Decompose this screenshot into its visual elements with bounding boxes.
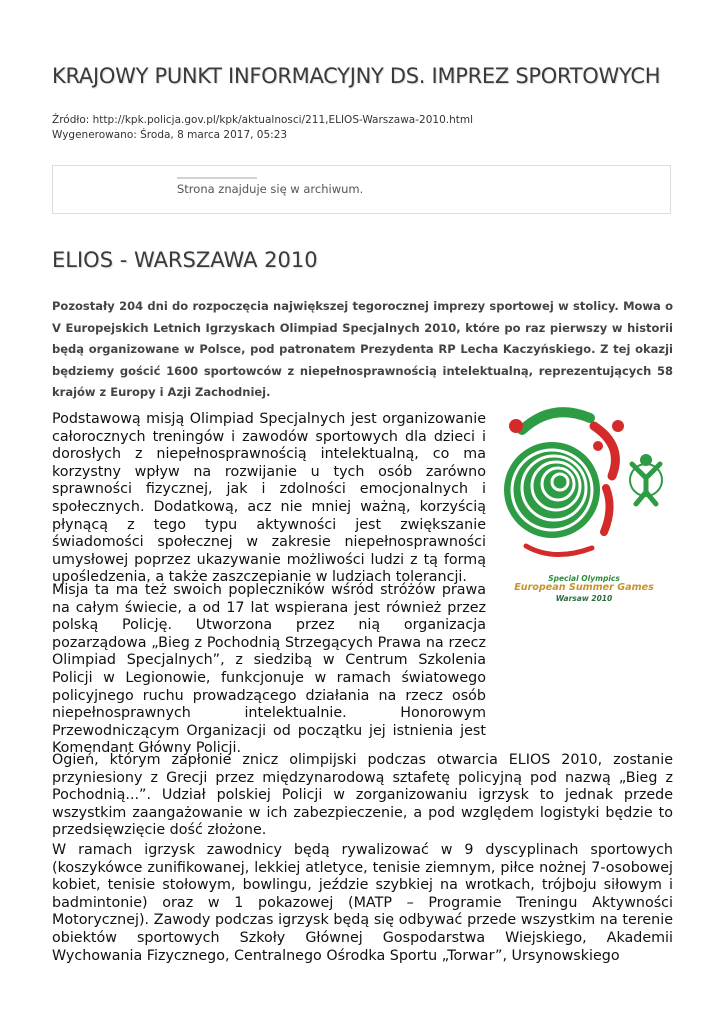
article-title: ELIOS - WARSZAWA 2010 (52, 248, 318, 272)
notice-divider (177, 177, 257, 179)
logo-red-arc (594, 426, 615, 476)
logo-caption-special-olympics: Special Olympics (548, 574, 620, 583)
document-meta (52, 113, 473, 143)
site-title: KRAJOWY PUNKT INFORMACYJNY DS. IMPREZ SPORTOWYCH (52, 64, 661, 88)
elios-logo (494, 396, 674, 608)
article-paragraph: Ogień, którym zapłonie znicz olimpijski podczas otwarcia ELIOS 2010, zostanie przyniesiony z Grecji przez międzynarodową sztafetę policyjną pod nazwą „Bieg z Pochodnią...”. Udział polskiej Policji w zorganizowaniu igrzysk to jednak przede wszystkim zaangażowanie w ich zabezpieczenie, a pod względem logistyki będzie to przedsięwzięcie dość złożone. (52, 752, 673, 839)
archive-notice-text: Strona znajduje się w archiwum. (177, 182, 364, 196)
archive-notice (52, 165, 671, 214)
logo-green-arc (522, 412, 590, 430)
logo-caption-city: Warsaw 2010 (555, 594, 613, 603)
article-paragraph: W ramach igrzysk zawodnicy będą rywalizować w 9 dyscyplinach sportowych (koszykówce zunifikowanej, lekkiej atletyce, tenisie ziemnym, piłce nożnej 7-osobowej kobiet, tenisie stołowym, bowlingu, jeździe szybkiej na wrotkach, trójboju siłowym i badmintonie) oraz w 1 pokazowej (MATP – Programie Treningu Aktywności Motorycznej). Zawody podczas igrzysk będą się odbywać przede wszystkim na terenie obiektów sportowych Szkoły Głównej Gospodarstwa Wiejskiego, Akademii Wychowania Fizycznego, Centralnego Ośrodka Sportu „Torwar”, Ursynowskiego (52, 842, 673, 964)
special-olympics-logo-graphic (494, 396, 674, 572)
article-lead: Pozostały 204 dni do rozpoczęcia największej tegorocznej imprezy sportowej w stolicy. Mowa o V Europejskich Letnich Igrzyskach Olimpiad Specjalnych 2010, które po raz pierwszy w historii będą organizowane w Polsce, pod patronatem Prezydenta RP Lecha Kaczyńskiego. Z tej okazji będziemy gościć 1600 sportowców z niepełnosprawnością intelektualną, reprezentujących 58 krajów z Europy i Azji Zachodniej. (52, 299, 673, 399)
article-paragraph: Misja ta ma też swoich popleczników wśród stróżów prawa na całym świecie, a od 17 lat wspierana jest również przez polską Policję. Utworzona przez nią organizacja pozarządowa „Bieg z Pochodnią Strzegących Prawa na rzecz Olimpiad Specjalnych”, z siedzibą w Centrum Szkolenia Policji w Legionowie, funkcjonuje w ramach światowego policyjnego ruchu prowadzącego działania na rzecz osób niepełnosprawnych intelektualnie. Honorowym Przewodniczącym Organizacji od początku jej istnienia jest Komendant Główny Policji. (52, 582, 486, 757)
logo-caption-games: European Summer Games (514, 582, 654, 593)
generated-date: Wygenerowano: Środa, 8 marca 2017, 05:23 (52, 129, 288, 141)
source-url[interactable]: Źródło: http://kpk.policja.gov.pl/kpk/aktualnosci/211,ELIOS-Warszawa-2010.html (52, 114, 474, 126)
logo-red-dot (509, 419, 523, 433)
article-paragraph: Podstawową misją Olimpiad Specjalnych jest organizowanie całorocznych treningów i zawodów sportowych dla dzieci i dorosłych z niepełnosprawnością intelektualną, co ma korzystny wpływ na rozwijanie u tych osób zarówno sprawności fizycznej, jak i zdolności emocjonalnych i społecznych. Dodatkową, acz nie mniej ważną, korzyścią płynącą z tego typu aktywności jest zwiększanie świadomości społecznej w zakresie niepełnosprawności umysłowej poprzez ukazywanie możliwości ludzi z tą formą upośledzenia, a także zaszczepianie w ludziach tolerancji. (52, 411, 486, 586)
